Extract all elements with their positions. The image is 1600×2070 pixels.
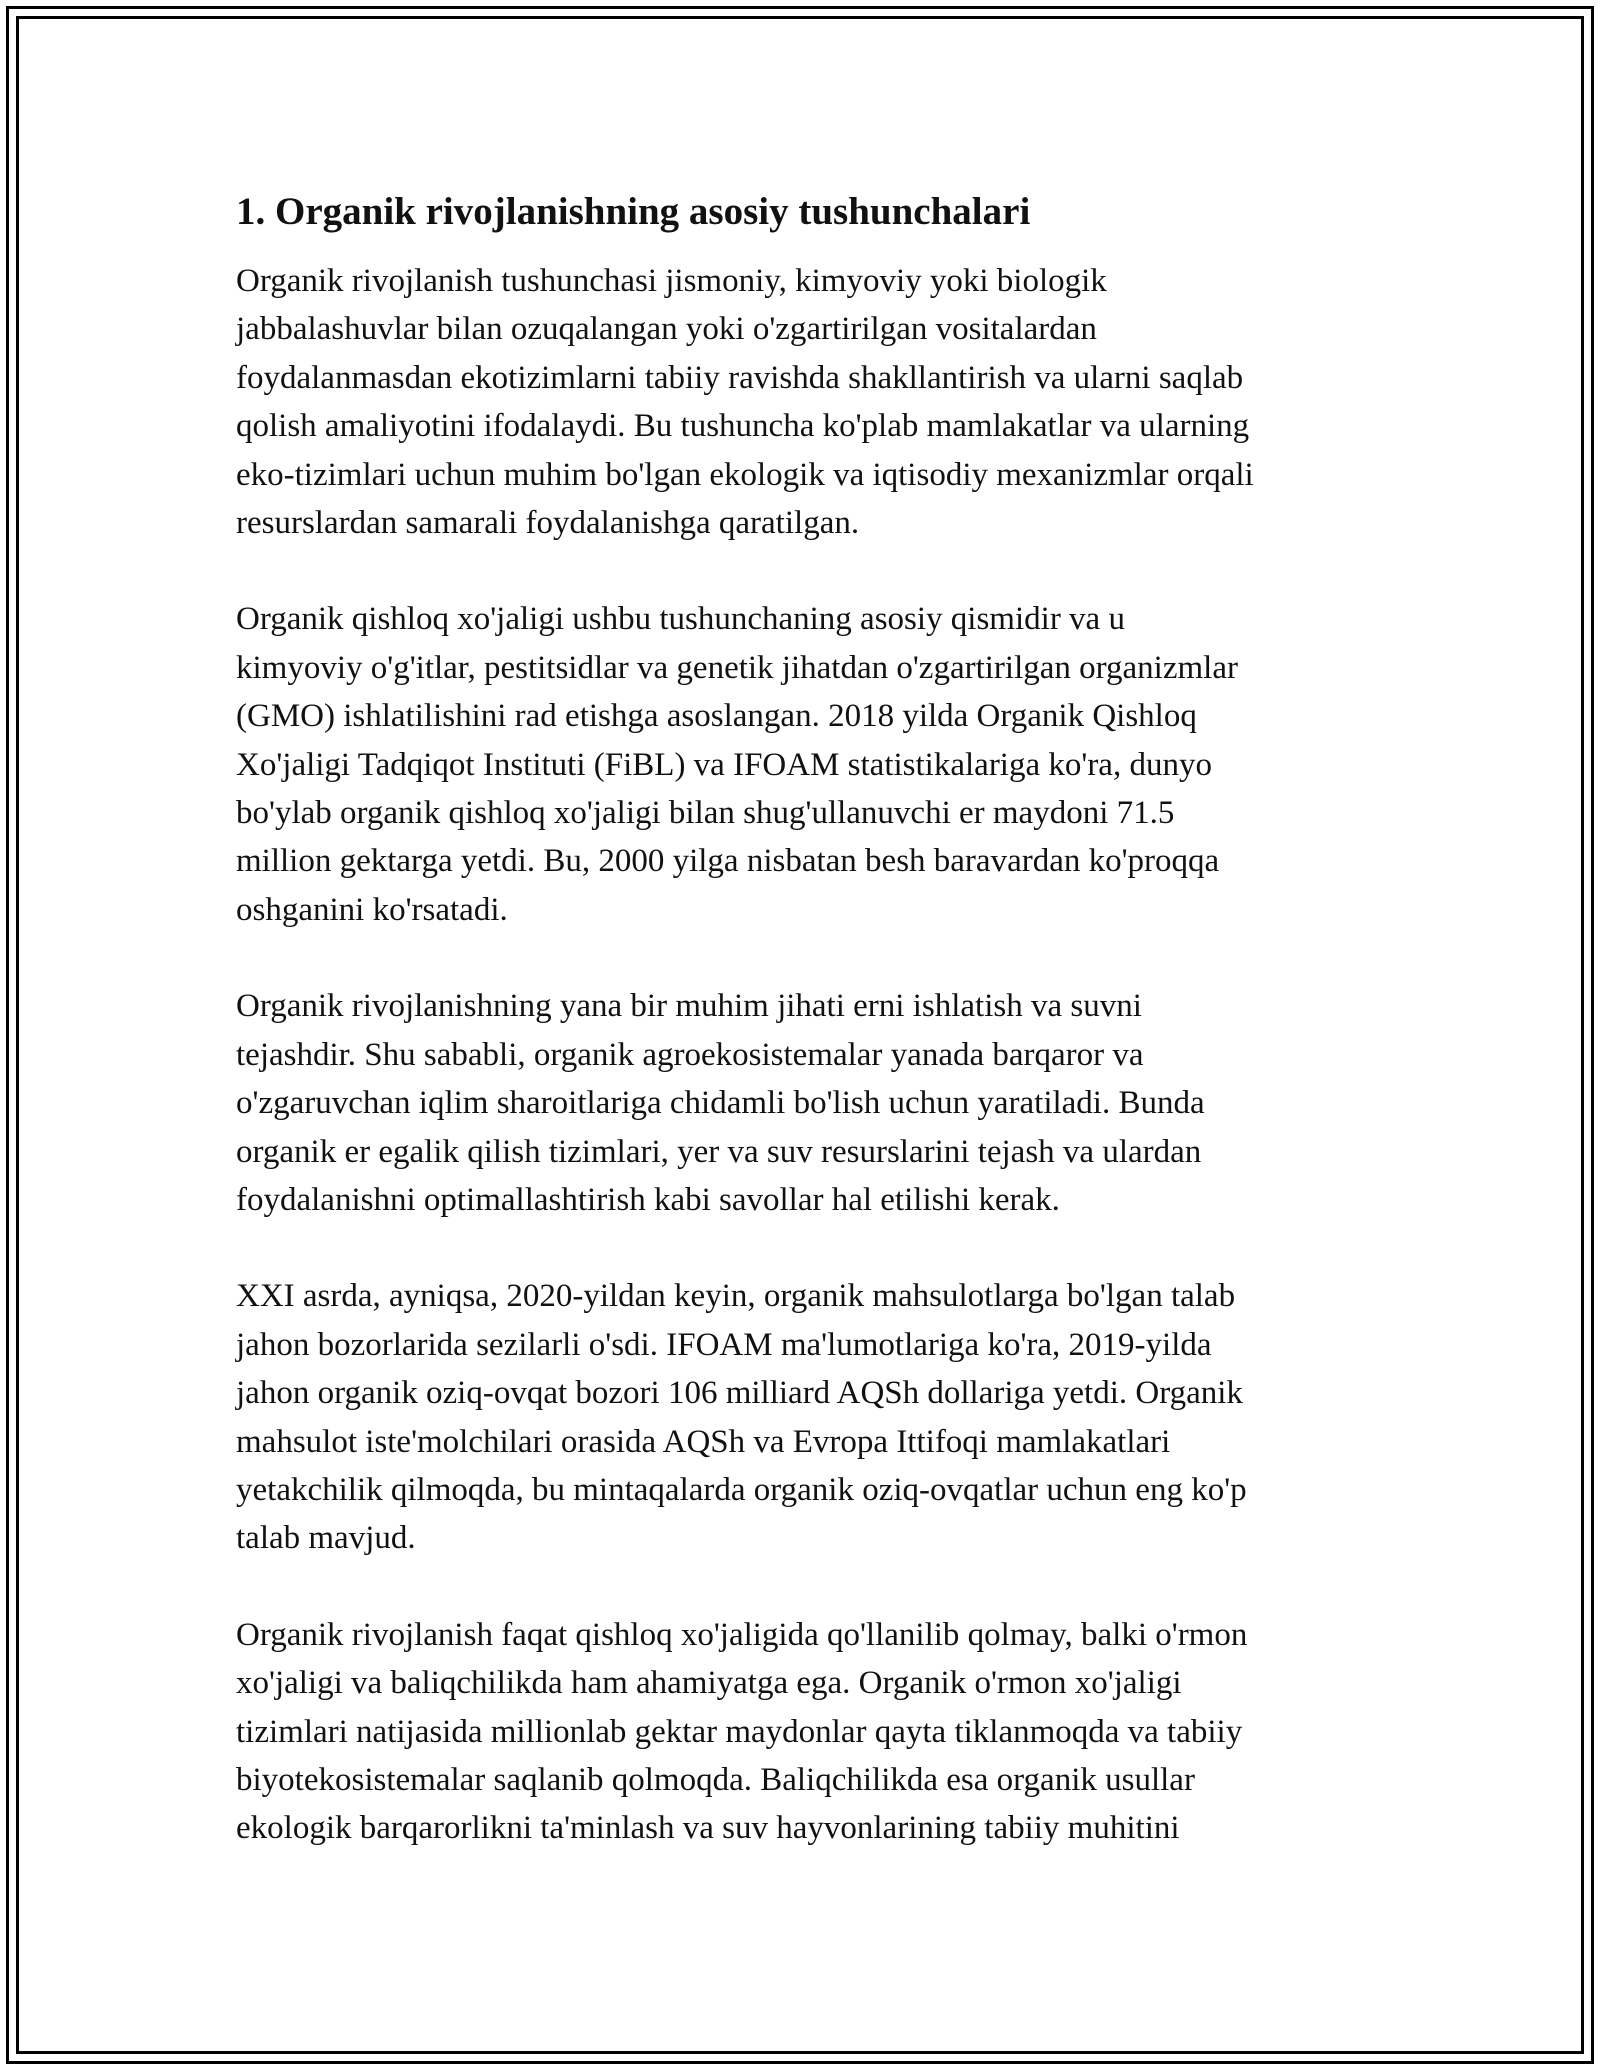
paragraph-forestry-fishery: Organik rivojlanish faqat qishloq xo'jaligida qo'llanilib qolmay, balki o'rmon xo'jaligi va baliqchilikda ham ahamiyatga ega. Organik o'rmon xo'jaligi tizimlari natijasida millionlab gektar maydonlar qayta tiklanmoqda va tabiiy biyotekosistemalar saqlanib qolmoqda. Baliqchilikda esa organik usullar ekologik barqarorlikni ta'minlash va suv hayvonlarining tabiiy muhitini bbox=[236, 1616, 1248, 1847]
paragraph-land-water: Organik rivojlanishning yana bir muhim jihati erni ishlatish va suvni tejashdir. Shu sababli, organik agroekosistemalar yanada barqaror va o'zgaruvchan iqlim sharoitlariga chidamli bo'lish uchun yaratiladi. Bunda organik er egalik qilish tizimlari, yer va suv resurslarini tejash va ulardan foydalanishni optimallashtirish kabi savollar hal etilishi kerak. bbox=[236, 988, 1205, 1218]
paragraph-intro: Organik rivojlanish tushunchasi jismoniy, kimyoviy yoki biologik jabbalashuvlar bilan ozuqalangan yoki o'zgartirilgan vositalardan foydalanmasdan ekotizimlarni tabiiy ravishda shakllantirish va ularni saqlab qolish amaliyotini ifodalaydi. Bu tushuncha ko'plab mamlakatlar va ularning eko-tizimlari uchun muhim bo'lgan ekologik va iqtisodiy mexanizmlar orqali resurslardan samarali foydalanishga qaratilgan. bbox=[236, 263, 1254, 542]
section-heading: 1. Organik rivojlanishning asosiy tushunchalari bbox=[236, 190, 1031, 233]
paragraph-market-demand: XXI asrda, ayniqsa, 2020-yildan keyin, organik mahsulotlarga bo'lgan talab jahon bozorlarida sezilarli o'sdi. IFOAM ma'lumotlariga ko'ra, 2019-yilda jahon organik oziq-ovqat bozori 106 milliard AQSh dollariga yetdi. Organik mahsulot iste'molchilari orasida AQSh va Evropa Ittifoqi mamlakatlari yetakchilik qilmoqda, bu mintaqalarda organik oziq-ovqatlar uchun eng ko'p talab mavjud. bbox=[236, 1278, 1247, 1557]
paragraph-organic-agriculture: Organik qishloq xo'jaligi ushbu tushunchaning asosiy qismidir va u kimyoviy o'g'itlar, pestitsidlar va genetik jihatdan o'zgartirilgan organizmlar (GMO) ishlatilishini rad etishga asoslangan. 2018 yilda Organik Qishloq Xo'jaligi Tadqiqot Instituti (FiBL) va IFOAM statistikalariga ko'ra, dunyo bo'ylab organik qishloq xo'jaligi bilan shug'ullanuvchi er maydoni 71.5 million gektarga yetdi. Bu, 2000 yilga nisbatan besh baravardan ko'proqqa oshganini ko'rsatadi. bbox=[236, 601, 1238, 928]
document-body bbox=[236, 188, 1376, 1853]
